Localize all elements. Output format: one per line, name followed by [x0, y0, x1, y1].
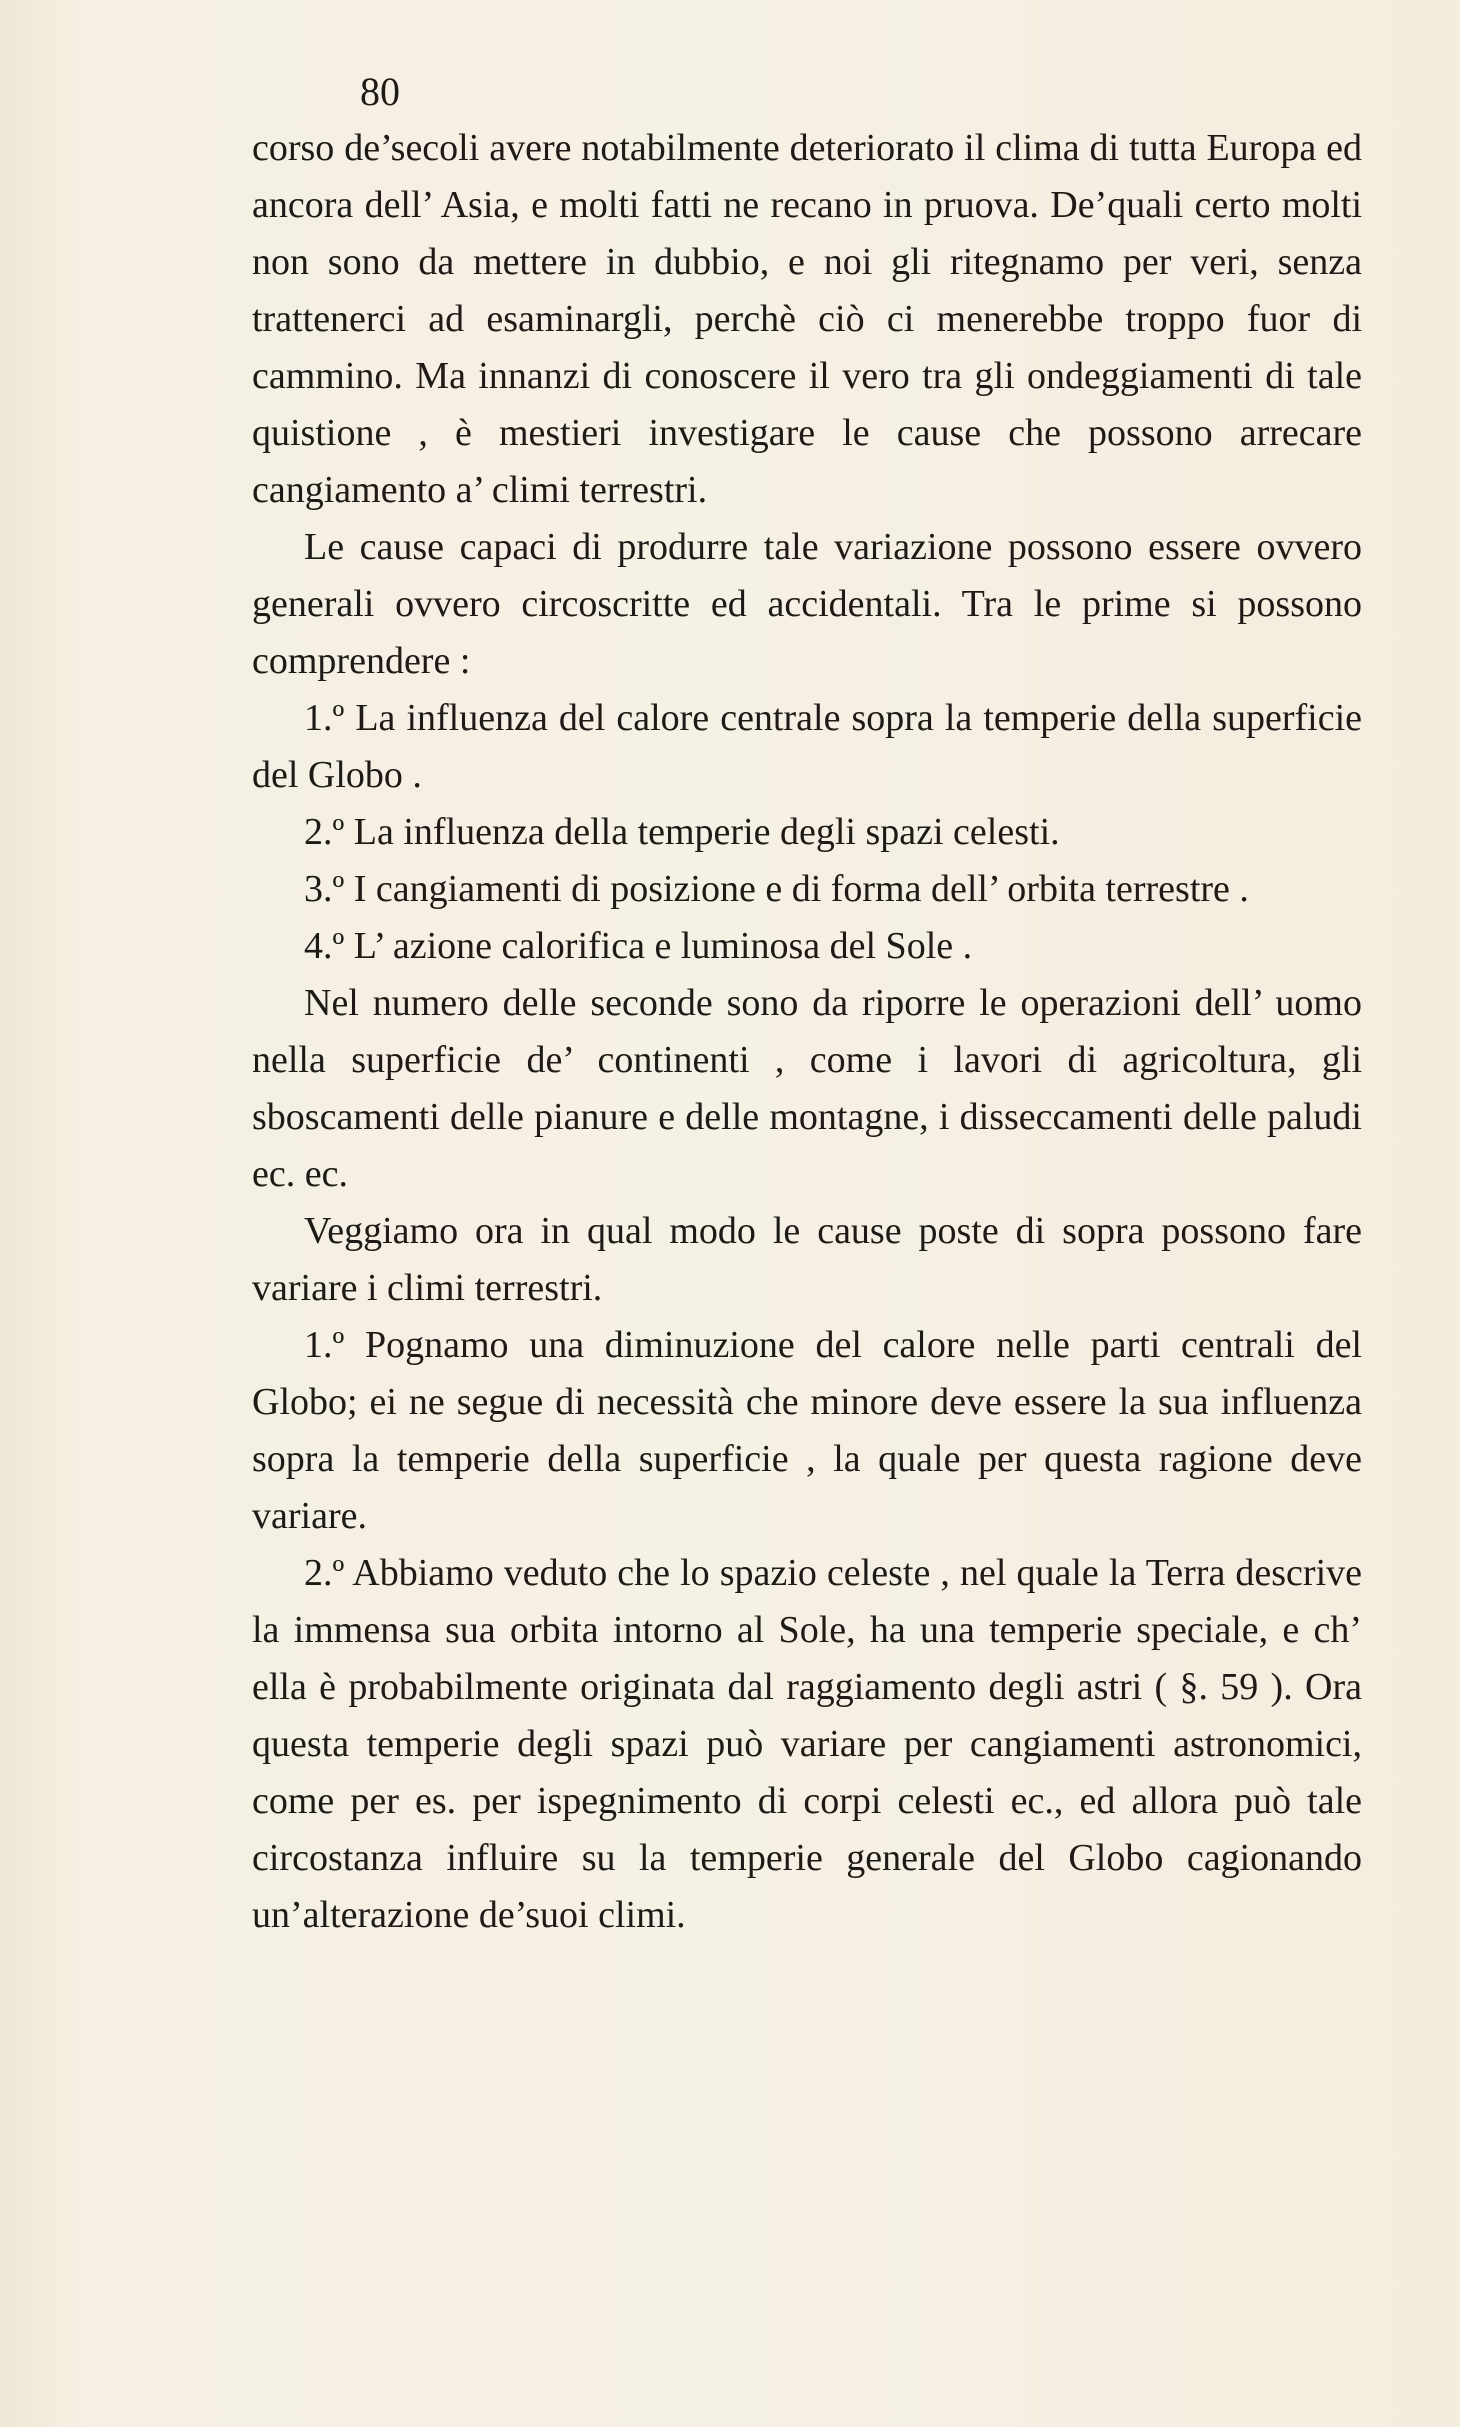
- paragraph: corso de’secoli avere notabilmente deteriorato il clima di tutta Europa ed ancora dell’ Asia, e molti fatti ne recano in pruova. De’quali certo molti non sono da mettere in dubbio, e noi gli ritegnamo per veri, senza trattenerci ad esaminargli, perchè ciò ci menerebbe troppo fuor di cammino. Ma innanzi di conoscere il vero tra gli ondeggiamenti di tale quistione , è mestieri investigare le cause che possono arrecare cangiamento a’ climi terrestri.: [252, 127, 1362, 511]
- list-item: 3.º I cangiamenti di posizione e di forma dell’ orbita terrestre .: [304, 868, 1249, 910]
- list-item: 1.º Pognamo una diminuzione del calore nelle parti centrali del Globo; ei ne segue di necessità che minore deve essere la sua influenza sopra la temperie della superficie , la quale per questa ragione deve variare.: [252, 1324, 1362, 1537]
- list-item: 2.º Abbiamo veduto che lo spazio celeste , nel quale la Terra descrive la immensa sua orbita intorno al Sole, ha una temperie speciale, e ch’ ella è probabilmente originata dal raggiamento degli astri ( §. 59 ). Ora questa temperie degli spazi può variare per cangiamenti astronomici, come per es. per ispegnimento di corpi celesti ec., ed allora può tale circostanza influire su la temperie generale del Globo cagionando un’alterazione de’suoi climi.: [252, 1552, 1362, 1936]
- paragraph: Le cause capaci di produrre tale variazione possono essere ovvero generali ovvero circoscritte ed accidentali. Tra le prime si possono comprendere :: [252, 526, 1362, 682]
- list-item: 2.º La influenza della temperie degli spazi celesti.: [304, 811, 1060, 853]
- page-number: 80: [360, 69, 400, 114]
- list-item: 1.º La influenza del calore centrale sopra la temperie della superficie del Globo .: [252, 697, 1362, 796]
- body-text: [252, 120, 1362, 1944]
- paragraph: Nel numero delle seconde sono da riporre le operazioni dell’ uomo nella superficie de’ continenti , come i lavori di agricoltura, gli sboscamenti delle pianure e delle montagne, i disseccamenti delle paludi ec. ec.: [252, 982, 1362, 1195]
- list-item: 4.º L’ azione calorifica e luminosa del Sole .: [304, 925, 973, 967]
- paragraph: Veggiamo ora in qual modo le cause poste di sopra possono fare variare i climi terrestri.: [252, 1210, 1362, 1309]
